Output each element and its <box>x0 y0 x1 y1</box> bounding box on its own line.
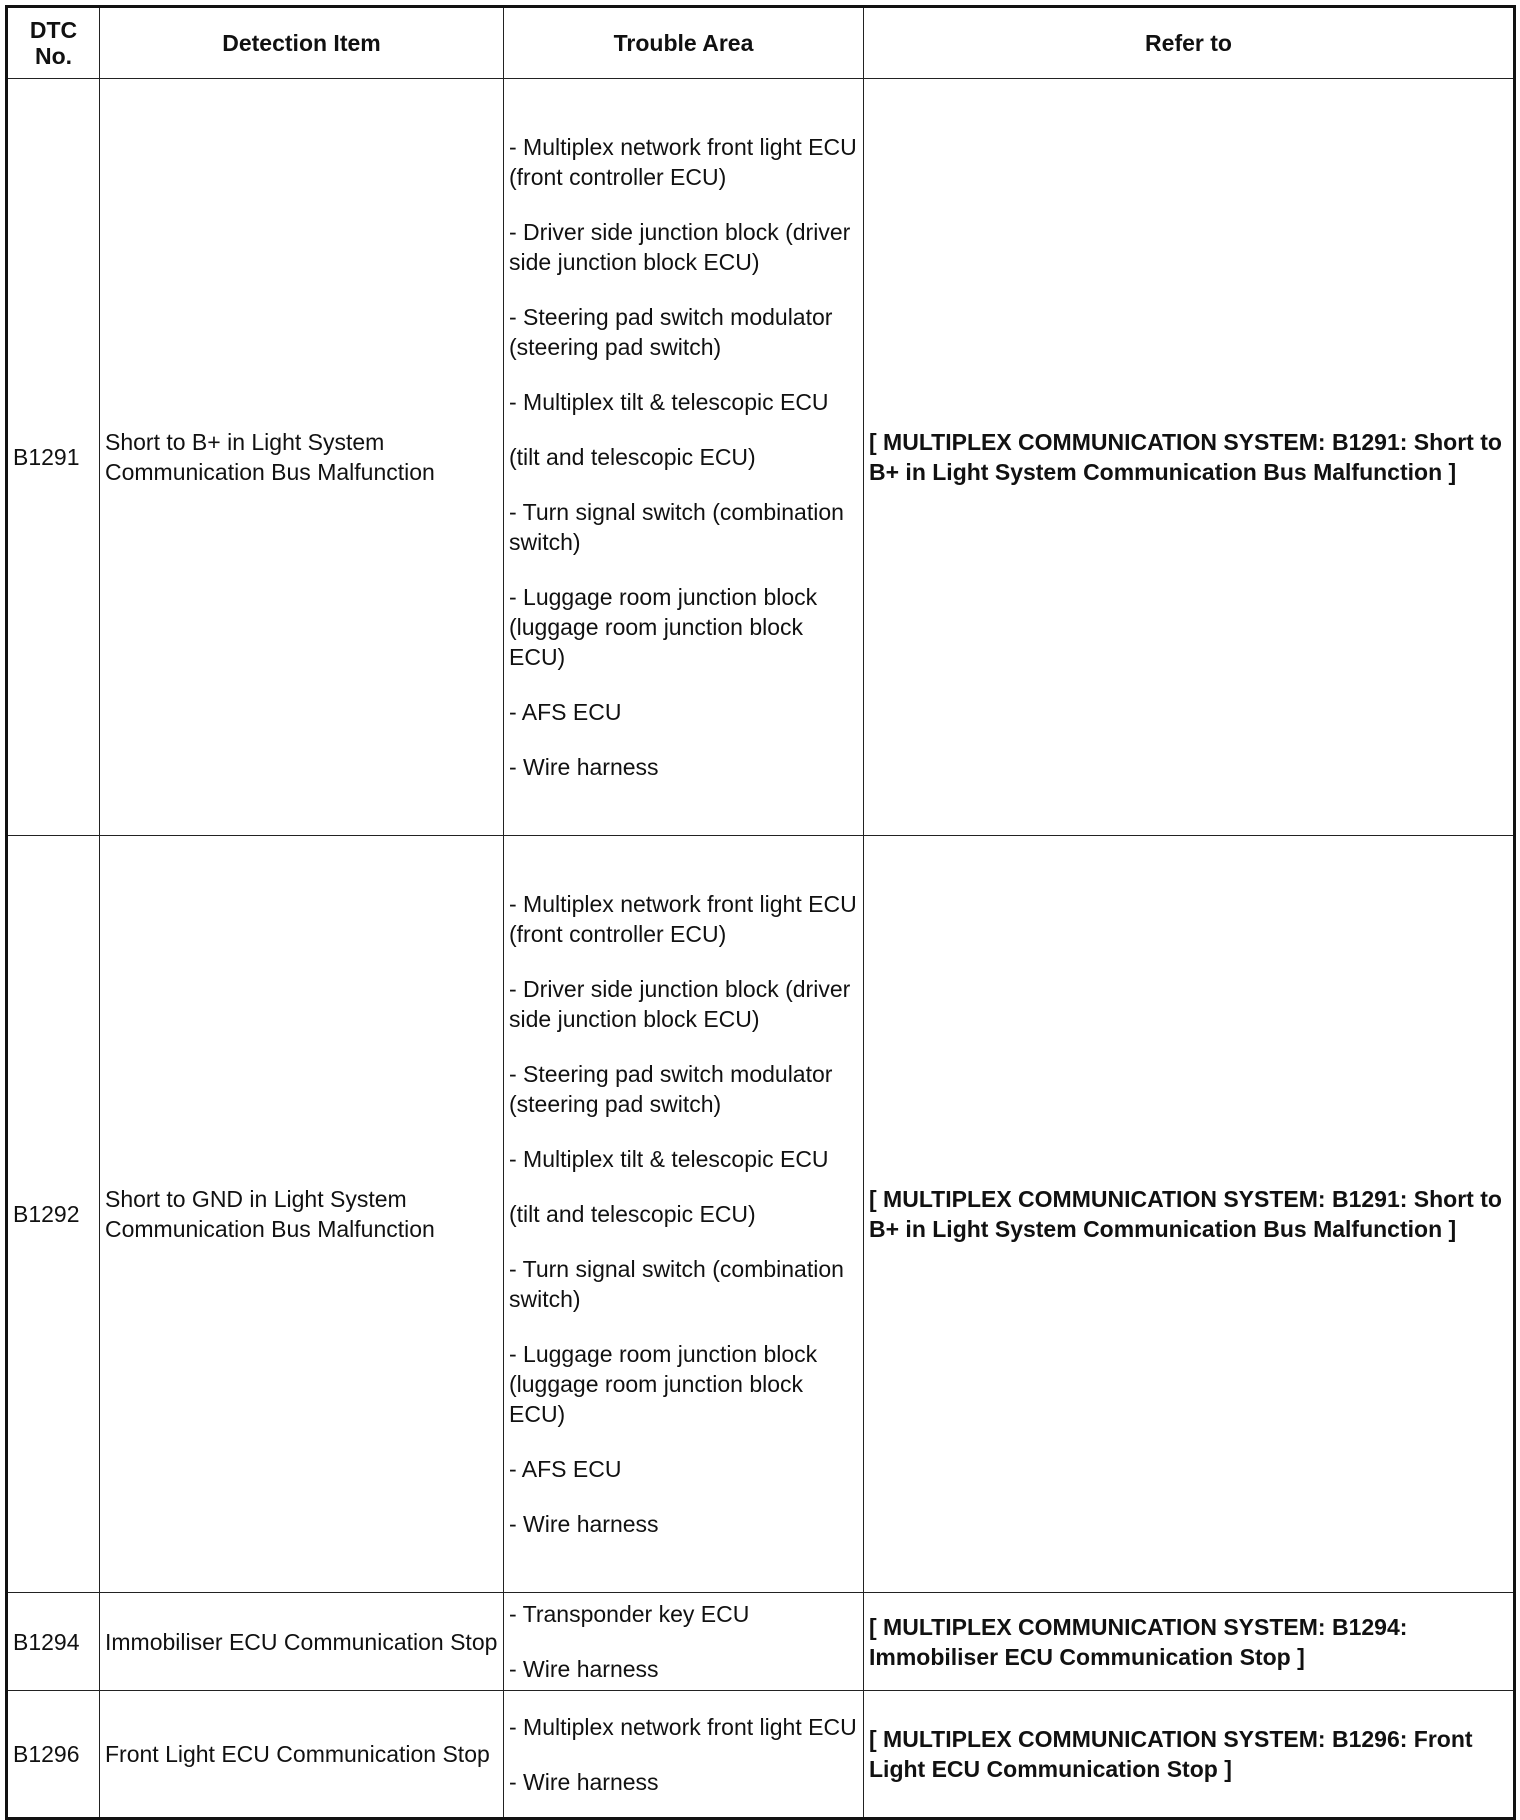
table-row <box>7 1593 1515 1691</box>
header-trouble-area: Trouble Area <box>504 7 864 79</box>
header-row <box>7 7 1515 79</box>
trouble-area-item: - Wire harness <box>509 1768 659 1795</box>
detection-item: Short to B+ in Light System Communication Bus Malfunction <box>100 79 504 836</box>
dtc-code: B1292 <box>7 836 100 1593</box>
detection-item: Immobiliser ECU Communication Stop <box>100 1593 504 1691</box>
trouble-area-item: - Wire harness <box>509 1511 659 1537</box>
dtc-code: B1294 <box>7 1593 100 1691</box>
trouble-area-item: - Driver side junction block (driver side junction block ECU) <box>509 219 851 275</box>
trouble-area-item: - Turn signal switch (combination switch) <box>509 1256 844 1312</box>
trouble-area <box>504 836 864 1593</box>
dtc-code: B1296 <box>7 1691 100 1819</box>
detection-item: Short to GND in Light System Communication Bus Malfunction <box>100 836 504 1593</box>
trouble-area <box>504 1593 864 1691</box>
header-detection-item: Detection Item <box>100 7 504 79</box>
trouble-area-item: - Steering pad switch modulator (steering pad switch) <box>509 1061 833 1117</box>
trouble-area-item: (tilt and telescopic ECU) <box>509 444 756 470</box>
refer-to-link[interactable]: [ MULTIPLEX COMMUNICATION SYSTEM: B1291: Short to B+ in Light System Communication Bus Malfunction ] <box>864 836 1515 1593</box>
trouble-area-item: (tilt and telescopic ECU) <box>509 1201 756 1227</box>
trouble-area-item: - Wire harness <box>509 1656 659 1682</box>
header-refer-to: Refer to <box>864 7 1515 79</box>
trouble-area-item: - Steering pad switch modulator (steering pad switch) <box>509 304 833 360</box>
trouble-area-item: - Multiplex tilt & telescopic ECU <box>509 389 829 415</box>
header-dtc-no: DTC No. <box>7 7 100 79</box>
detection-item: Front Light ECU Communication Stop <box>100 1691 504 1819</box>
trouble-area-item: - Turn signal switch (combination switch) <box>509 499 844 555</box>
refer-to-link[interactable]: [ MULTIPLEX COMMUNICATION SYSTEM: B1296: Front Light ECU Communication Stop ] <box>864 1691 1515 1819</box>
trouble-area-item: - Multiplex network front light ECU (front controller ECU) <box>509 891 857 947</box>
dtc-code: B1291 <box>7 79 100 836</box>
trouble-area-item: - AFS ECU <box>509 699 622 725</box>
trouble-area-item: - Wire harness <box>509 754 659 780</box>
refer-to-link[interactable]: [ MULTIPLEX COMMUNICATION SYSTEM: B1294: Immobiliser ECU Communication Stop ] <box>864 1593 1515 1691</box>
trouble-area-item: - AFS ECU <box>509 1456 622 1482</box>
trouble-area-item: - Multiplex tilt & telescopic ECU <box>509 1146 829 1172</box>
trouble-area-item: - Luggage room junction block (luggage room junction block ECU) <box>509 584 818 670</box>
dtc-table <box>5 5 1516 1820</box>
trouble-area-item: - Multiplex network front light ECU (front controller ECU) <box>509 134 857 190</box>
refer-to-link[interactable]: [ MULTIPLEX COMMUNICATION SYSTEM: B1291: Short to B+ in Light System Communication Bus Malfunction ] <box>864 79 1515 836</box>
trouble-area-item: - Multiplex network front light ECU <box>509 1713 857 1740</box>
table-row <box>7 79 1515 836</box>
trouble-area <box>504 79 864 836</box>
trouble-area-item: - Driver side junction block (driver side junction block ECU) <box>509 976 851 1032</box>
table-body <box>7 79 1515 1819</box>
trouble-area-item: - Transponder key ECU <box>509 1601 750 1627</box>
trouble-area-item: - Luggage room junction block (luggage room junction block ECU) <box>509 1341 818 1427</box>
table-row <box>7 836 1515 1593</box>
trouble-area <box>504 1691 864 1819</box>
table-row <box>7 1691 1515 1819</box>
